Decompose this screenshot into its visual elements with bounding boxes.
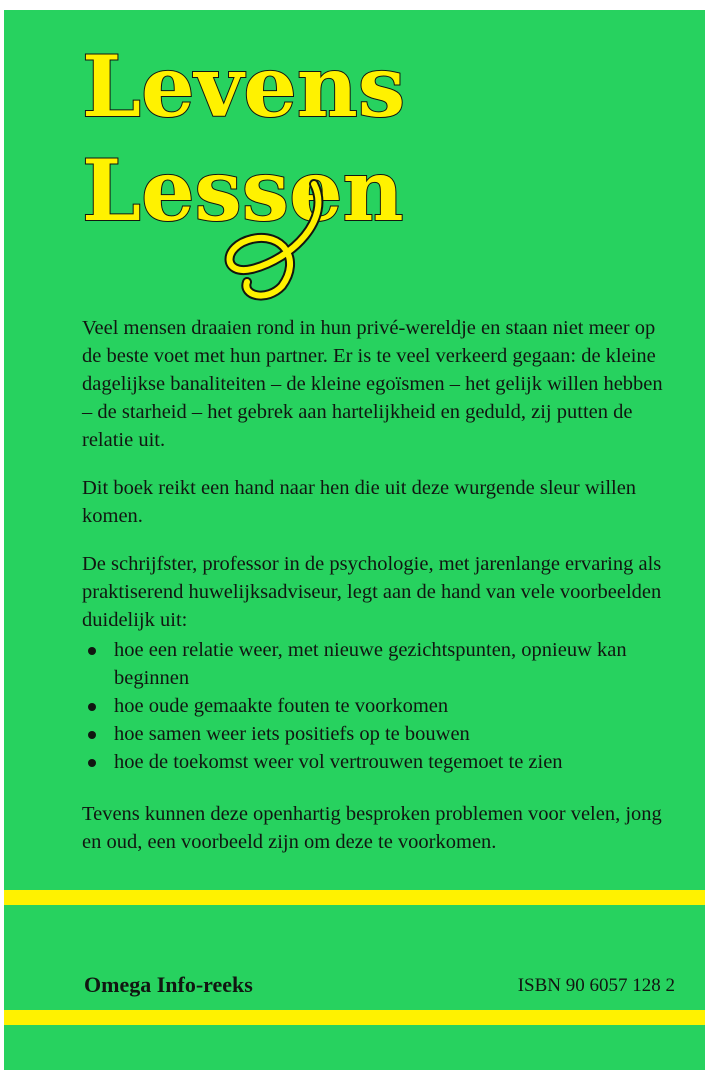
blurb-paragraph-1: Veel mensen draaien rond in hun privé-wereldje en staan niet meer op de beste voet met hun partner. Er is te veel verkeerd gegaan: de kleine dagelijkse banaliteiten – de kleine egoïsmen – het gelijk willen hebben – de starheid – het gebrek aan hartelijkheid en geduld, zij putten de relatie uit. xyxy=(82,317,663,451)
bullet-dot-icon xyxy=(88,759,96,767)
book-back-cover xyxy=(4,10,705,1070)
yellow-stripe-bottom xyxy=(4,1010,705,1025)
isbn: ISBN 90 6057 128 2 xyxy=(517,975,675,996)
title-line-1: Levens xyxy=(82,37,406,136)
bullet-text: hoe de toekomst weer vol vertrouwen tegemoet te zien xyxy=(114,751,563,773)
bullet-list xyxy=(82,636,672,776)
yellow-stripe-top xyxy=(4,890,705,905)
blurb-paragraph-4: Tevens kunnen deze openhartig besproken problemen voor velen, jong en oud, een voorbeeld zijn om deze te voorkomen. xyxy=(82,803,662,853)
bullet-text: hoe een relatie weer, met nieuwe gezichtspunten, opnieuw kan beginnen xyxy=(114,639,627,689)
title-artwork xyxy=(82,34,502,314)
bullet-item xyxy=(82,720,672,748)
title-block xyxy=(82,34,502,314)
bullet-dot-icon xyxy=(88,647,96,655)
blurb xyxy=(82,314,672,876)
blurb-paragraph-2: Dit boek reikt een hand naar hen die uit deze wurgende sleur willen komen. xyxy=(82,477,637,527)
bullet-dot-icon xyxy=(88,703,96,711)
bullet-item xyxy=(82,636,672,692)
bullet-text: hoe oude gemaakte fouten te voorkomen xyxy=(114,695,449,717)
title-line-2: Lessen xyxy=(82,141,404,240)
bullet-text: hoe samen weer iets positiefs op te bouwen xyxy=(114,723,470,745)
series-name: Omega Info-reeks xyxy=(84,972,253,997)
bullet-dot-icon xyxy=(88,731,96,739)
blurb-paragraph-3: De schrijfster, professor in de psychologie, met jarenlange ervaring als praktiserend huwelijksadviseur, legt aan de hand van vele voorbeelden duidelijk uit: xyxy=(82,553,662,631)
bullet-item xyxy=(82,692,672,720)
bullet-item xyxy=(82,748,672,776)
